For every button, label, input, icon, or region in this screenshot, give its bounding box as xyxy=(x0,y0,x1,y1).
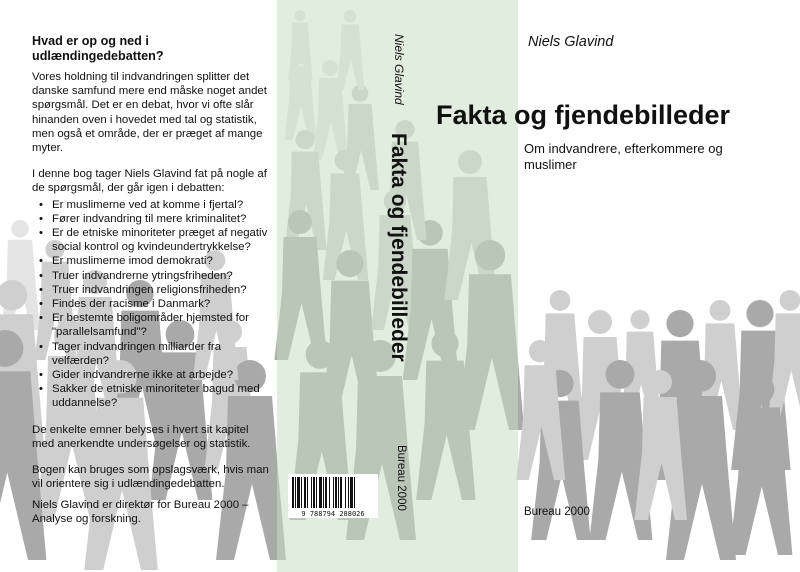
question-item: • Sakker de etniske minoriteter bagud med uddannelse? xyxy=(52,382,272,410)
barcode-bar xyxy=(297,477,300,508)
back-cover-text xyxy=(32,34,272,503)
barcode-bar xyxy=(304,477,306,508)
question-item: • Er muslimerne imod demokrati? xyxy=(52,254,272,268)
front-publisher: Bureau 2000 xyxy=(524,506,590,518)
barcode-bar xyxy=(313,477,315,508)
barcode-bar xyxy=(333,477,334,508)
question-item: • Er bestemte boligområder hjemsted for "parallelsamfund"? xyxy=(52,311,272,339)
barcode-bar xyxy=(325,477,327,508)
barcode-bar xyxy=(350,477,353,508)
barcode-bar xyxy=(295,477,296,508)
barcode-bar xyxy=(307,477,308,508)
barcode-bar xyxy=(329,477,330,508)
question-item: • Er muslimerne ved at komme i fjertal? xyxy=(52,198,272,212)
barcode-number: 9 788794 288026 xyxy=(301,510,365,518)
barcode-bars xyxy=(288,474,378,510)
question-item: • Fører indvandring til mere kriminalitet? xyxy=(52,212,272,226)
barcode-bar xyxy=(292,477,294,508)
barcode-bar xyxy=(323,477,324,508)
back-cover-heading: Hvad er op og ned i udlændingedebatten? xyxy=(32,34,164,63)
question-list xyxy=(32,198,272,411)
barcode-bar xyxy=(348,477,349,508)
back-cover-usage-text: Bogen kan bruges som opslagsværk, hvis man vil orientere sig i udlændingedebatten. xyxy=(32,464,269,491)
isbn-barcode xyxy=(288,474,378,518)
barcode-bar xyxy=(338,477,339,508)
barcode-bar xyxy=(340,477,342,508)
barcode-bar xyxy=(311,477,312,508)
question-item: • Tager indvandringen milliarder fra velfærden? xyxy=(52,340,272,368)
front-title: Fakta og fjendebilleder xyxy=(436,100,731,130)
spine-publisher: Bureau 2000 xyxy=(395,445,407,511)
question-item: • Gider indvandrerne ikke at arbejde? xyxy=(52,368,272,382)
barcode-bar xyxy=(335,477,337,508)
spine-title: Fakta og fjendebilleder xyxy=(387,133,410,362)
front-author: Niels Glavind xyxy=(528,34,614,50)
question-item: • Er de etniske minoriteter præget af negativ social kontrol og kvindeundertrykkelse? xyxy=(52,226,272,254)
barcode-bar xyxy=(354,477,355,508)
question-item: • Findes der racisme i Danmark? xyxy=(52,297,272,311)
barcode-bar xyxy=(301,477,302,508)
barcode-bar xyxy=(319,477,322,508)
spine-author: Niels Glavind xyxy=(392,34,406,105)
back-cover-intro: Vores holdning til indvandringen splitter det danske samfund mere end måske noget andet spørgsmål. Det er en debat, hvor vi ofte slår hinanden oven i hovedet med tal og statistik, men også et område, der er præget af mange myter. xyxy=(32,71,267,155)
question-item: • Truer indvandrerne ytringsfriheden? xyxy=(52,269,272,283)
question-item: • Truer indvandringen religionsfriheden? xyxy=(52,283,272,297)
front-subtitle: Om indvandrere, efterkommere og muslimer xyxy=(524,141,723,172)
author-bio: Niels Glavind er direktør for Bureau 2000 – Analyse og forskning. xyxy=(32,499,249,526)
back-cover-chapters-text: De enkelte emner belyses i hvert sit kapitel med anerkendte undersøgelser og statistik. xyxy=(32,423,251,450)
barcode-bar xyxy=(345,477,346,508)
back-cover-lead: I denne bog tager Niels Glavind fat på nogle af de spørgsmål, der går igen i debatten: xyxy=(32,168,267,195)
barcode-bar xyxy=(316,477,317,508)
